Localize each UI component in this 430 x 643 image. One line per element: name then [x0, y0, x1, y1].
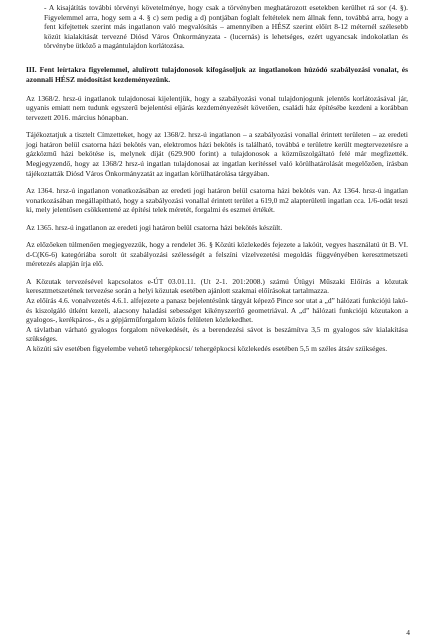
section-heading-iii: III. Fent leírtakra figyelemmel, alulírott tulajdonosok kifogásoljuk az ingatlanokon húzódó szabályozási vonalat, és azonnali HÉSZ módosítást kezdeményezünk. [26, 64, 408, 84]
paragraph-1368-2-owners: Az 1368/2. hrsz-ú ingatlanok tulajdonosai kijelentjük, hogy a szabályozási vonal tulajdonjogunk jelentős korlátozásával jár, ugyanis emiatt nem tudunk egyszerű bejelentési eljárás kezdeményezését követően, családi ház építésébe kezdeni a korábban tervezett 2016. március hónapban. [26, 93, 408, 122]
paragraph-pedestrian-lane: A távlatban várható gyalogos forgalom növekedését, és a berendezési sávot is beszámítva 3,5 m gyalogos sáv kialakítása szükséges. [26, 324, 408, 344]
paragraph-regulation-36: Az előzőeken túlmenően megjegyezzük, hogy a rendelet 36. § Közúti közlekedés fejezete a lakóút, vegyes használatú út B. VI. d-C(K6-6) kategóriába sorolt út szabályozási szélességét a felszíni vízelvezetési megoldás függvényében keresztmetszeti méretezés alapján írja elő. [26, 240, 408, 269]
paragraph-1365-plot: Az 1365. hrsz-ú ingatlanon az eredeti jogi határon belül csatorna házi bekötés készült. [26, 222, 283, 232]
paragraph-section-4-6: Az előírás 4.6. vonalvezetés 4.6.1. alfejezete a panasz bejelentésünk tárgyát képező Pince sor utat a „d” hálózati funkciójú lakó- és kiszolgáló útként kezeli, alacsony haladási sebességet kikényszerítő geometriával. A „d” hálózati funkciójú közutakon a gyalogos-, kerékpáros-, és a gépjárműforgalom közös felületen közlekedhet. [26, 296, 408, 325]
paragraph-1364-plot: Az 1364. hrsz-ú ingatlanon vonatkozásában az eredeti jogi határon belül csatorna házi bekötés van. Az 1364. hrsz-ú ingatlan vonatkozásában megállapítható, hogy a szabályozási vonallal érintett terület a 619,0 m2 alapterületű ingatlan cca. 1/6-odát teszi ki, mely jelentősen csökkentené az építési telek méretét, forgalmi és eszmei értékét. [26, 186, 408, 215]
paragraph-truck-lane: A közúti sáv esetében figyelembe vehető tehergépkocsi/ tehergépkocsi közlekedés esetében 5,5 m széles átsáv szükséges. [26, 343, 388, 353]
paragraph-utilities-1368-2: Tájékoztatjuk a tisztelt Címzetteket, hogy az 1368/2. hrsz-ú ingatlanon – a szabályozási vonallal érintett területen – az eredeti jogi határon belül csatorna házi bekötés van, elektromos házi bekötés is található, továbbá e területre került megtervezetésre a gázközmű házi bekötése is, melynek díját (629.900 forint) a tulajdonosok a közműszolgáltató felé már megfizették. Megjegyzendő, hogy az 1368/2 hrsz-ú ingatlan tulajdonosai az ingatlan kerítéssel való körülhatárolását megelőzően, írásban tájékoztatták Diósd Város Önkormányzatát az ingatlan körülhatárolása tárgyában. [26, 130, 408, 178]
paragraph-e-ut-standard: A Közutak tervezésével kapcsolatos e-ÚT 03.01.11. (Ut 2-1. 201:2008.) számú Útügyi Műszaki Előírás a közutak keresztmetszetének tervezése során a helyi közutak esetében ajánlott szakmai előírásokat tartalmazza. [26, 276, 408, 296]
bullet-paragraph-expropriation: - A kisajátítás további törvényi követelménye, hogy csak a törvényben meghatározott esetekben kerülhet rá sor (4. §). Figyelemmel arra, hogy sem a 4. § c) sem pedig a d) pontjában foglalt feltételek nem állnak fenn, továbbá arra, hogy a fent kifejtettek szerint más ingatlanon való megvalósítás – amennyiben a HÉSZ szerint előírt 8-12 méternél szélesebb közút kialakítását tervezné Diósd Város Önkormányzata - (lucernás) is lehetséges, ezért ugyancsak indokolatlan és törvénybe ütköző a magántulajdon korlátozása. [44, 3, 408, 51]
page-number: 4 [406, 628, 410, 637]
